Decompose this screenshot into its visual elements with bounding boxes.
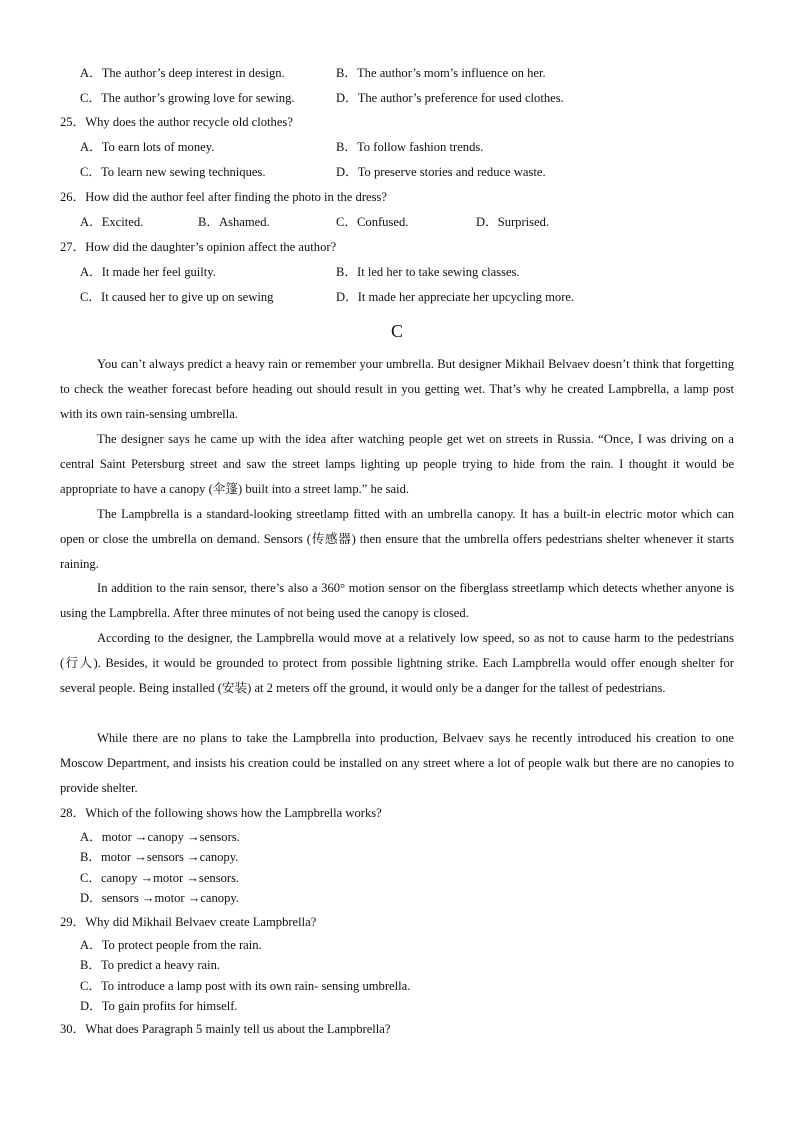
passage-paragraph-2 xyxy=(60,427,734,502)
q26-option-b: B．Ashamed. xyxy=(198,215,270,229)
q24-option-b: B．The author’s mom’s influence on her. xyxy=(336,66,546,80)
q30-stem: 30．What does Paragraph 5 mainly tell us about the Lampbrella? xyxy=(60,1022,391,1036)
q25-option-c: C．To learn new sewing techniques. xyxy=(80,165,266,179)
passage-paragraph-4 xyxy=(60,576,734,626)
q26-option-c: C．Confused. xyxy=(336,215,409,229)
passage-paragraph-5 xyxy=(60,626,734,701)
q29-option-a: A．To protect people from the rain. xyxy=(80,938,262,952)
q29-stem: 29．Why did Mikhail Belvaev create Lampbrella? xyxy=(60,915,317,929)
q28-option-d: D．sensors →motor →canopy. xyxy=(80,891,240,905)
q24-option-d: D．The author’s preference for used clothes. xyxy=(336,91,564,105)
q26-stem: 26．How did the author feel after finding the photo in the dress? xyxy=(60,190,388,204)
passage-paragraph-5-text: According to the designer, the Lampbrella would move at a relatively low speed, so as not to cause harm to the pedestrians (行人). Besides, it would be grounded to protect from possible lightning strike. Each Lampbrella would offer enough shelter for several people. Being installed (安装) at 2 meters off the ground, it would only be a danger for the tallest of pedestrians. xyxy=(60,631,734,695)
passage-paragraph-3 xyxy=(60,502,734,577)
passage-paragraph-1 xyxy=(60,352,734,427)
passage-paragraph-6-text: While there are no plans to take the Lampbrella into production, Belvaev says he recently introduced his creation to one Moscow Department, and insists his creation could be installed on any street where a lot of people walk but there are no canopies to provide shelter. xyxy=(60,731,734,795)
q28-option-c: C．canopy →motor →sensors. xyxy=(80,871,240,885)
q25-option-d: D．To preserve stories and reduce waste. xyxy=(336,165,546,179)
q27-option-b: B．It led her to take sewing classes. xyxy=(336,265,520,279)
q26-option-d: D．Surprised. xyxy=(476,215,550,229)
q28-option-a: A．motor →canopy →sensors. xyxy=(80,830,240,844)
q27-option-d: D．It made her appreciate her upcycling more. xyxy=(336,290,575,304)
q24-option-a: A．The author’s deep interest in design. xyxy=(80,66,285,80)
q26-option-a: A．Excited. xyxy=(80,215,144,229)
section-title: C xyxy=(390,321,403,341)
passage-paragraph-1-text: You can’t always predict a heavy rain or remember your umbrella. But designer Mikhail Belvaev doesn’t think that forgetting to check the weather forecast before heading out should result in you getting wet. That’s why he created Lampbrella, a lamp post with its own rain-sensing umbrella. xyxy=(60,357,734,421)
q25-stem: 25．Why does the author recycle old clothes? xyxy=(60,115,293,129)
q25-option-b: B．To follow fashion trends. xyxy=(336,140,484,154)
q27-stem: 27．How did the daughter’s opinion affect the author? xyxy=(60,240,337,254)
q29-option-d: D．To gain profits for himself. xyxy=(80,999,238,1013)
q24-option-c: C．The author’s growing love for sewing. xyxy=(80,91,295,105)
q27-option-c: C．It caused her to give up on sewing xyxy=(80,290,274,304)
q28-stem: 28．Which of the following shows how the Lampbrella works? xyxy=(60,806,382,820)
passage-paragraph-3-text: The Lampbrella is a standard-looking streetlamp fitted with an umbrella canopy. It has a built-in electric motor which can open or close the umbrella on demand. Sensors (传感器) then ensure that the umbrella offers pedestrians shelter whenever it starts raining. xyxy=(60,507,734,571)
q25-option-a: A．To earn lots of money. xyxy=(80,140,215,154)
q29-option-c: C．To introduce a lamp post with its own rain- sensing umbrella. xyxy=(80,979,411,993)
passage-paragraph-4-text: In addition to the rain sensor, there’s also a 360° motion sensor on the fiberglass streetlamp which detects whether anyone is using the Lampbrella. After three minutes of not being used the canopy is closed. xyxy=(60,581,734,620)
passage-paragraph-2-text: The designer says he came up with the idea after watching people get wet on streets in Russia. “Once, I was driving on a central Saint Petersburg street and saw the street lamps lighting up people trying to hide from the rain. I thought it would be appropriate to have a canopy (伞篷) built into a street lamp.” he said. xyxy=(60,432,734,496)
passage-paragraph-6 xyxy=(60,726,734,801)
q27-option-a: A．It made her feel guilty. xyxy=(80,265,216,279)
q28-option-b: B．motor →sensors →canopy. xyxy=(80,850,239,864)
q29-option-b: B．To predict a heavy rain. xyxy=(80,958,221,972)
